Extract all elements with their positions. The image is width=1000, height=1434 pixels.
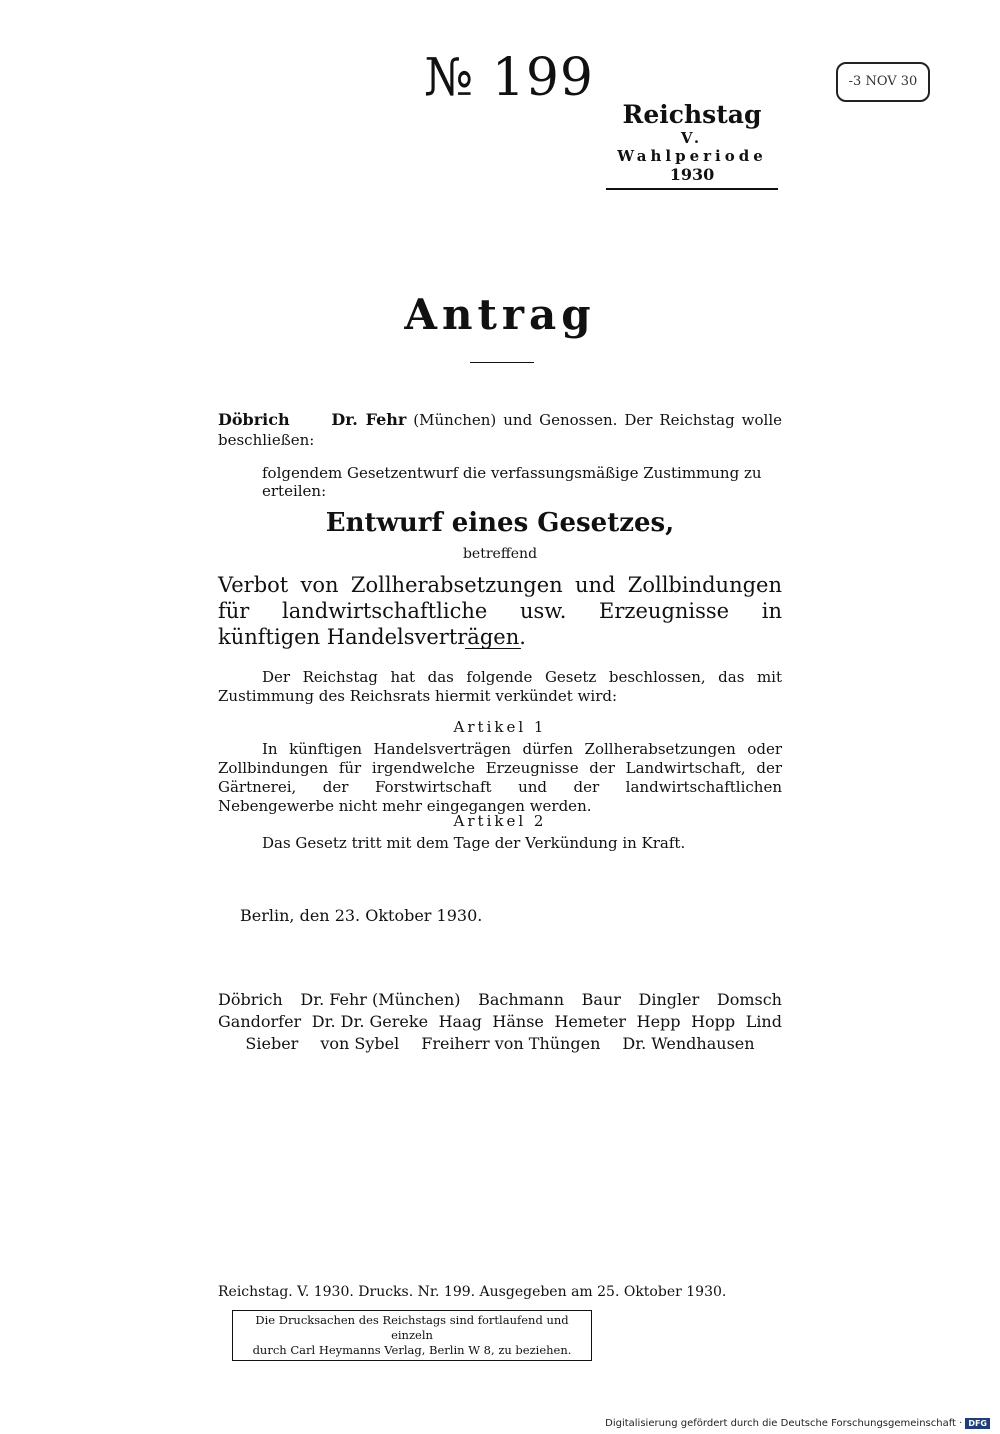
place-date: Berlin, den 23. Oktober 1930. — [240, 906, 483, 925]
entwurf-title: Entwurf eines Gesetzes, — [325, 508, 675, 538]
signatory: Lind — [745, 1012, 782, 1031]
article-1-text: In künftigen Handelsverträgen dürfen Zollherabsetzungen oder Zollbindungen für irgendwelche Erzeugnisse der Landwirtschaft, der Gärtnerei, der Forstwirtschaft und der landwirtschaftlichen Nebengewerbe nicht mehr eingegangen werden. — [218, 740, 782, 815]
article-1-heading: Artikel 1 — [453, 718, 547, 736]
preamble: Der Reichstag hat das folgende Gesetz beschlossen, das mit Zustimmung des Reichsrats hiermit verkündet wird: — [218, 668, 782, 705]
intro-instruction: folgendem Gesetzentwurf die verfassungsmäßige Zustimmung zu erteilen: — [262, 464, 762, 500]
header-rule — [606, 188, 778, 190]
signatories-row-2 — [218, 1012, 782, 1031]
footer-notice-line-1: Die Drucksachen des Reichstags sind fortlaufend und einzeln — [255, 1313, 569, 1342]
signatory: Döbrich — [218, 990, 283, 1009]
footer-notice-box — [232, 1310, 592, 1361]
signatory: Dr. Fehr (München) — [300, 990, 461, 1009]
intro-paragraph — [218, 410, 782, 450]
signatory: Haag — [438, 1012, 482, 1031]
intro-rest: (München) und Genossen. Der Reichstag wolle beschließen: — [218, 411, 782, 449]
footer-imprint: Reichstag. V. 1930. Drucks. Nr. 199. Ausgegeben am 25. Oktober 1930. — [218, 1284, 727, 1300]
signatory: Hopp — [691, 1012, 736, 1031]
intro-name-2: Dr. Fehr — [331, 410, 407, 429]
intro-name-1: Döbrich — [218, 410, 290, 429]
signatory: Domsch — [716, 990, 782, 1009]
signatory: von Sybel — [320, 1034, 400, 1053]
subject-rule — [465, 648, 521, 649]
signatory: Bachmann — [478, 990, 565, 1009]
reichstag-header — [606, 100, 778, 190]
signatory: Dr. Dr. Gereke — [311, 1012, 429, 1031]
signatory: Baur — [581, 990, 621, 1009]
signatory: Sieber — [245, 1034, 299, 1053]
digitization-credit — [605, 1418, 990, 1429]
date-stamp: -3 NOV 30 — [836, 62, 930, 102]
signatory: Hepp — [636, 1012, 681, 1031]
reichstag-period: V. Wahlperiode — [617, 129, 767, 165]
document-number: № 199 — [424, 48, 594, 108]
signatory: Dingler — [638, 990, 700, 1009]
footer-notice-line-2: durch Carl Heymanns Verlag, Berlin W 8, zu beziehen. — [252, 1343, 572, 1357]
digitization-text: Digitalisierung gefördert durch die Deutsche Forschungsgemeinschaft · — [605, 1418, 963, 1429]
title-rule — [470, 362, 534, 363]
article-2-heading: Artikel 2 — [453, 812, 547, 830]
betreffend-label: betreffend — [462, 546, 538, 562]
signatory: Hemeter — [554, 1012, 627, 1031]
signatory: Dr. Wendhausen — [622, 1034, 755, 1053]
signatory: Freiherr von Thüngen — [421, 1034, 601, 1053]
signatory: Gandorfer — [218, 1012, 302, 1031]
signatory: Hänse — [492, 1012, 544, 1031]
reichstag-title: Reichstag — [622, 100, 762, 129]
law-subject: Verbot von Zollherabsetzungen und Zollbindungen für landwirtschaftliche usw. Erzeugnisse in künftigen Handelsverträgen. — [218, 573, 782, 649]
signatories-row-3 — [218, 1034, 782, 1053]
reichstag-year: 1930 — [669, 165, 715, 184]
article-2-text: Das Gesetz tritt mit dem Tage der Verkündung in Kraft. — [262, 834, 686, 852]
dfg-logo: DFG — [965, 1418, 990, 1429]
page-title: Antrag — [404, 290, 596, 339]
signatories-row-1 — [218, 990, 782, 1009]
